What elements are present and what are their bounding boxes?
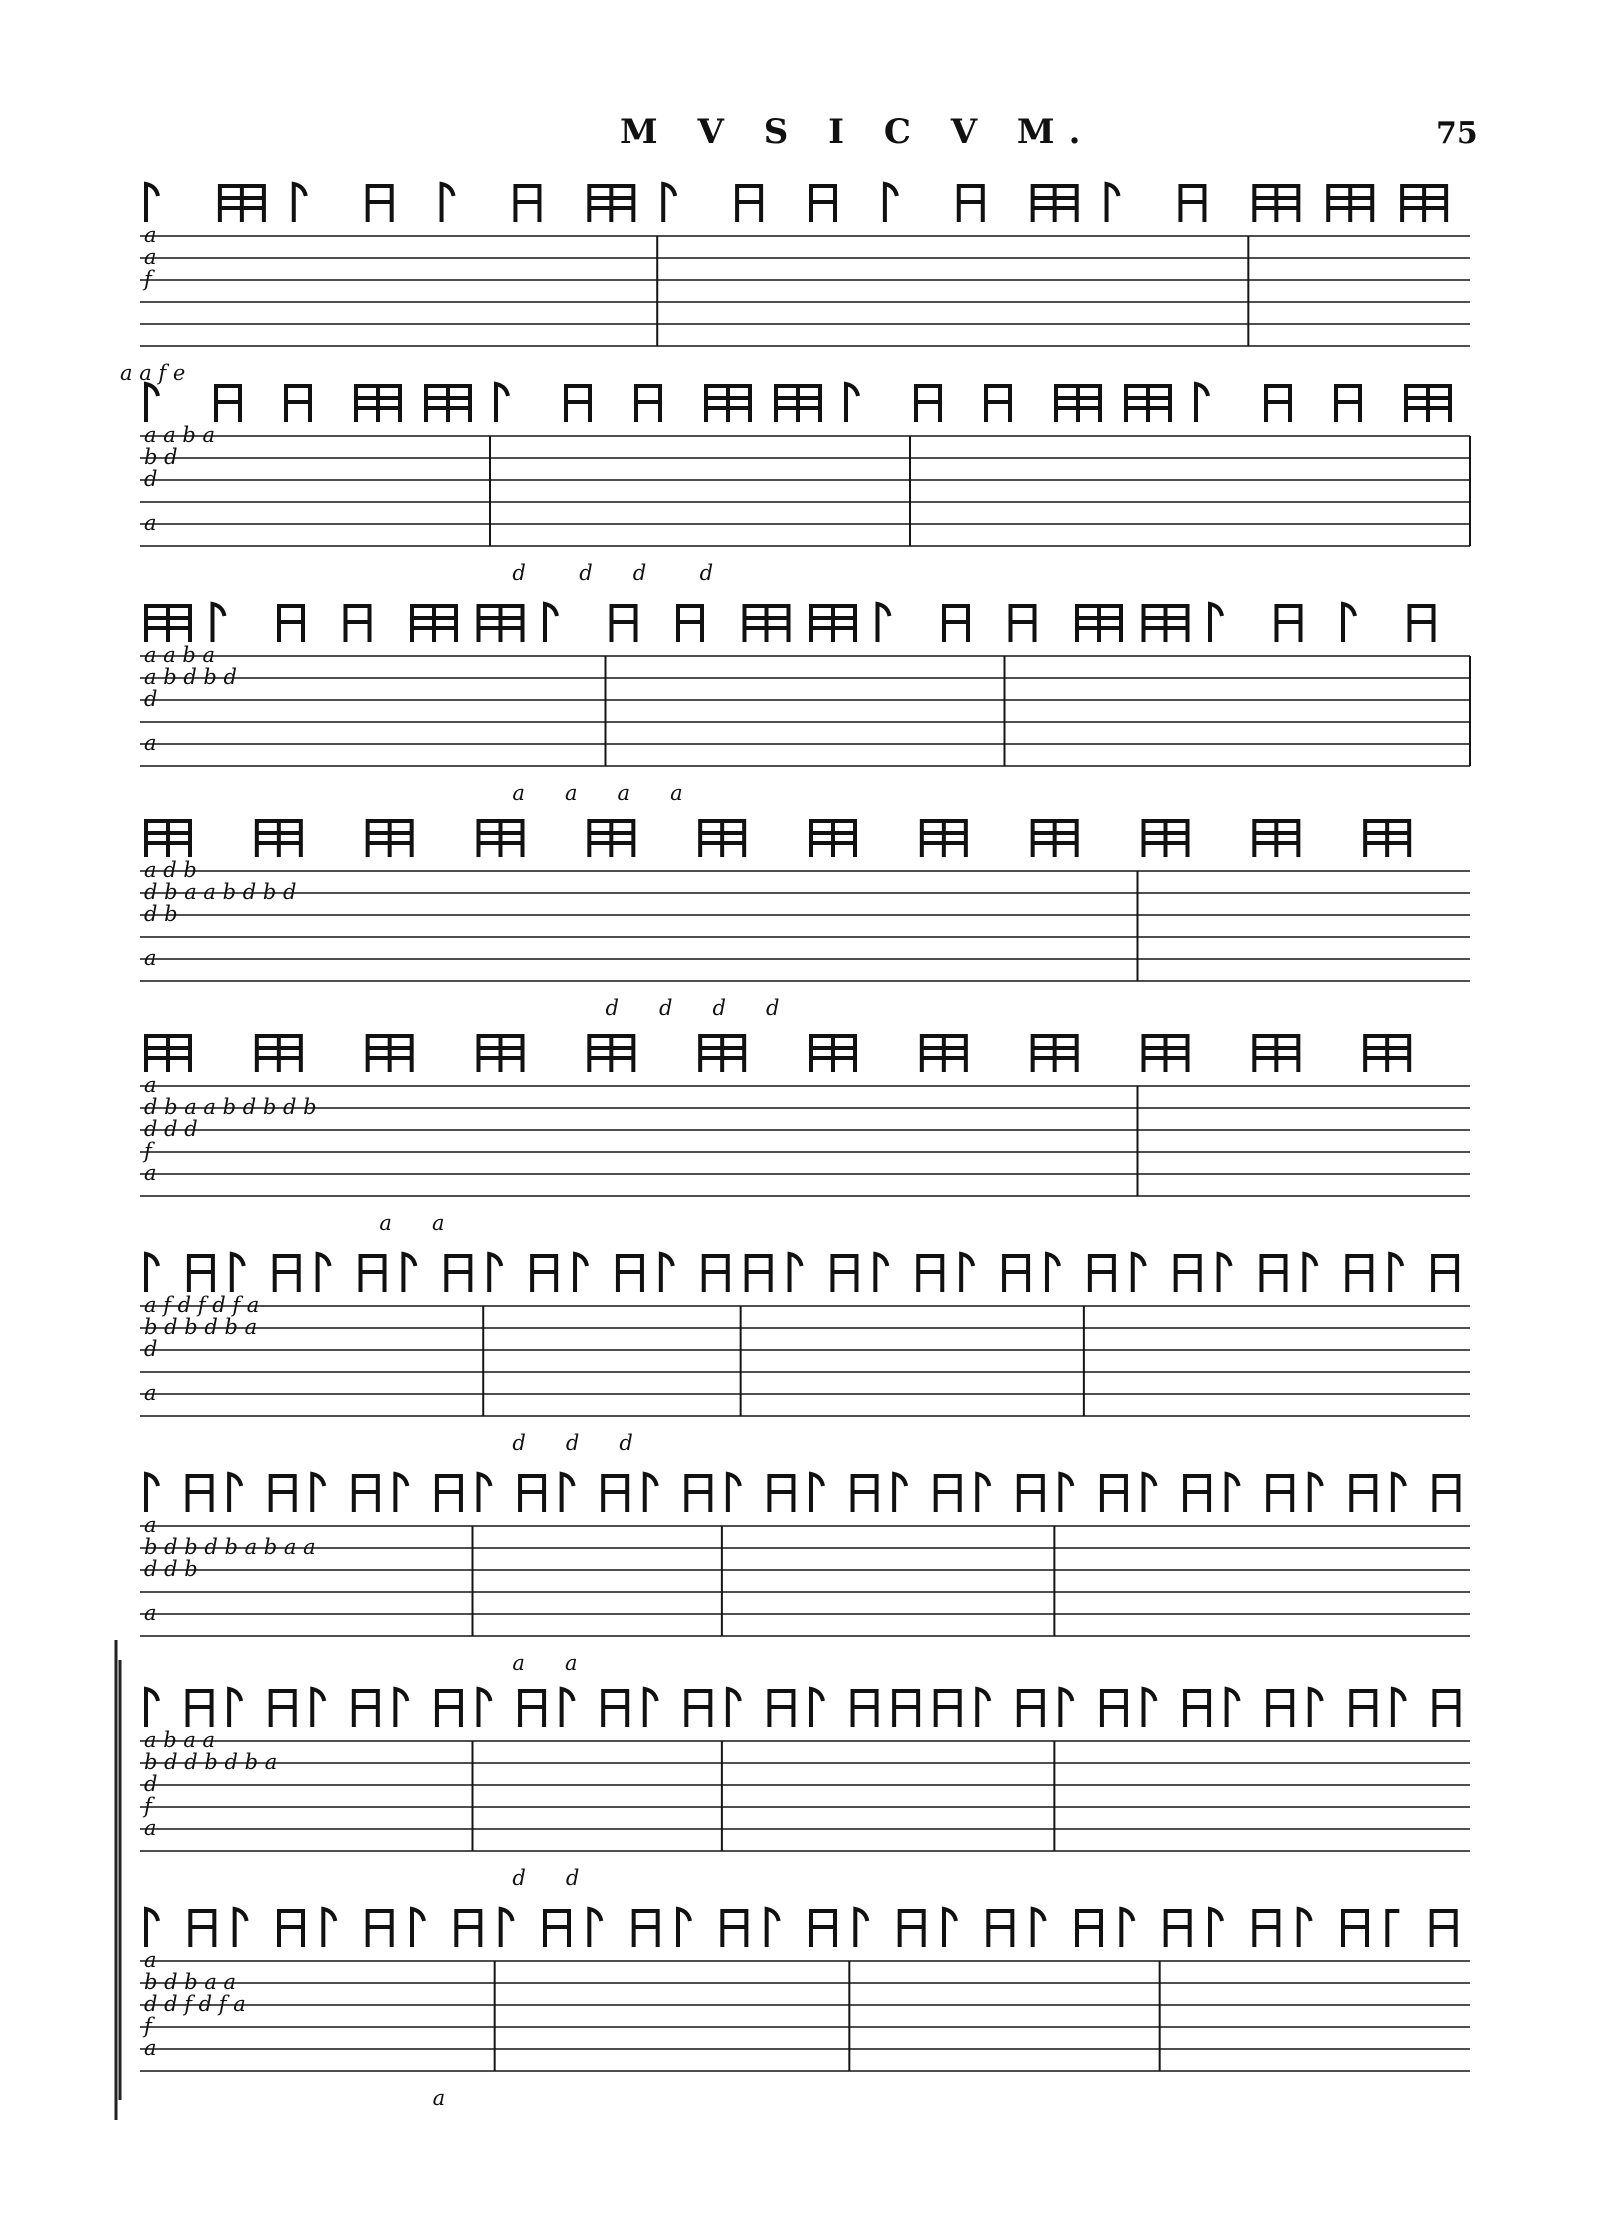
- rhythm-flag: [728, 1689, 740, 1727]
- rhythm-flag: [294, 184, 306, 222]
- tab-letters: a: [144, 1381, 157, 1405]
- rhythm-flag: [722, 1911, 746, 1947]
- rhythm-flag: [318, 1254, 330, 1292]
- staff-svg: [0, 1250, 1600, 1455]
- rhythm-flag: [1107, 184, 1119, 222]
- rhythm-flag: [811, 186, 835, 222]
- rhythm-flag: [728, 1474, 740, 1512]
- rhythm-flag: [1343, 604, 1355, 642]
- rhythm-flag: [618, 1256, 642, 1292]
- tab-letters: d: [144, 687, 158, 711]
- rhythm-flag: [747, 1256, 771, 1292]
- page-title: M V S I C V M.: [620, 112, 1095, 152]
- rhythm-flag: [575, 1254, 587, 1292]
- bass-letters: a: [432, 2086, 446, 2110]
- rhythm-flag: [1004, 1256, 1028, 1292]
- rhythm-flag: [532, 1256, 556, 1292]
- rhythm-flag: [189, 1256, 213, 1292]
- tablature-system: [0, 1470, 1600, 1675]
- tab-letters: b d b d b a: [144, 1315, 258, 1339]
- tablature-system: [0, 1905, 1600, 2110]
- rhythm-flag: [146, 384, 158, 422]
- rhythm-flag: [1365, 1036, 1409, 1072]
- rhythm-flag: [936, 1476, 960, 1512]
- rhythm-flag: [977, 1474, 989, 1512]
- tablature-system: [0, 180, 1600, 385]
- rhythm-flag: [1365, 821, 1409, 857]
- rhythm-flag: [589, 186, 633, 222]
- rhythm-flag: [479, 1474, 491, 1512]
- rhythm-flag: [446, 1256, 470, 1292]
- rhythm-flag: [811, 606, 855, 642]
- tablature-system: [0, 600, 1600, 805]
- rhythm-flag: [146, 821, 190, 857]
- rhythm-flag: [1393, 1474, 1405, 1512]
- rhythm-flag: [312, 1474, 324, 1512]
- rhythm-flag: [356, 386, 400, 422]
- rhythm-flag: [1268, 1691, 1292, 1727]
- tab-letters: a: [144, 511, 157, 535]
- rhythm-flag: [275, 1256, 299, 1292]
- rhythm-flag: [1033, 821, 1077, 857]
- rhythm-flag: [1185, 1691, 1209, 1727]
- rhythm-flag: [346, 606, 370, 642]
- rhythm-flag: [944, 1909, 956, 1947]
- rhythm-flag: [1019, 1691, 1043, 1727]
- rhythm-flag: [1210, 604, 1222, 642]
- bass-letters: a a: [379, 1211, 445, 1235]
- rhythm-flag: [663, 184, 675, 222]
- rhythm-flag: [1077, 606, 1121, 642]
- rhythm-flag: [1060, 1474, 1072, 1512]
- rhythm-flag: [589, 821, 633, 857]
- rhythm-flag: [1433, 1256, 1457, 1292]
- rhythm-flag: [1277, 606, 1301, 642]
- rhythm-flag: [661, 1254, 673, 1292]
- rhythm-flag: [1219, 1254, 1231, 1292]
- rhythm-flag: [146, 606, 190, 642]
- rhythm-flag: [589, 1036, 633, 1072]
- rhythm-flag: [1402, 186, 1446, 222]
- tab-letters: a b d b d: [144, 665, 237, 689]
- rhythm-flag: [501, 1909, 513, 1947]
- rhythm-flag: [1210, 1909, 1222, 1947]
- tab-letters: a: [144, 1073, 157, 1097]
- tab-letters: a: [144, 1816, 157, 1840]
- rhythm-flag: [853, 1691, 877, 1727]
- rhythm-flag: [1176, 1256, 1200, 1292]
- rhythm-flag: [437, 1476, 461, 1512]
- rhythm-flag: [678, 1909, 690, 1947]
- bass-letters: a a a a: [512, 781, 683, 805]
- rhythm-flag: [213, 604, 225, 642]
- rhythm-flag: [634, 1911, 658, 1947]
- rhythm-flag: [986, 386, 1010, 422]
- page-number: 75: [1436, 116, 1478, 151]
- rhythm-flag: [361, 1256, 385, 1292]
- rhythm-flag: [900, 1911, 924, 1947]
- rhythm-flag: [811, 1036, 855, 1072]
- rhythm-flag: [368, 186, 392, 222]
- rhythm-flag: [235, 1909, 247, 1947]
- rhythm-flag: [479, 1689, 491, 1727]
- tablature-system: [0, 1030, 1600, 1235]
- rhythm-flag: [944, 606, 968, 642]
- rhythm-flag: [1347, 1256, 1371, 1292]
- rhythm-flag: [811, 1474, 823, 1512]
- rhythm-flag: [1434, 1691, 1458, 1727]
- rhythm-flag: [1266, 386, 1290, 422]
- rhythm-flag: [271, 1691, 295, 1727]
- rhythm-flag: [562, 1474, 574, 1512]
- tab-letters: d d b: [144, 1557, 198, 1581]
- rhythm-flag: [745, 606, 789, 642]
- tablature-system: [0, 1685, 1600, 1890]
- rhythm-flag: [1056, 386, 1100, 422]
- bass-letters: d d: [512, 1866, 580, 1890]
- rhythm-flag: [1406, 386, 1450, 422]
- rhythm-flag: [1351, 1476, 1375, 1512]
- rhythm-flag: [1102, 1476, 1126, 1512]
- rhythm-flag: [1144, 1474, 1156, 1512]
- rhythm-flag: [188, 1691, 212, 1727]
- tab-letters: b d b d b a b a a: [144, 1535, 316, 1559]
- tab-letters: f: [144, 1794, 152, 1818]
- rhythm-flag: [737, 186, 761, 222]
- rhythm-flag: [885, 184, 897, 222]
- rhythm-flag: [846, 384, 858, 422]
- rhythm-flag: [1227, 1474, 1239, 1512]
- rhythm-flag: [146, 1474, 158, 1512]
- rhythm-flag: [496, 384, 508, 422]
- rhythm-flag: [1310, 1474, 1322, 1512]
- bass-letters: d d d d: [512, 561, 714, 585]
- rhythm-flag: [190, 1911, 214, 1947]
- rhythm-flag: [855, 1909, 867, 1947]
- rhythm-flag: [279, 606, 303, 642]
- rhythm-flag: [1390, 1254, 1402, 1292]
- rhythm-flag: [323, 1909, 335, 1947]
- rhythm-flag: [1144, 1036, 1188, 1072]
- rhythm-flag: [1121, 1909, 1133, 1947]
- rhythm-flag: [1336, 386, 1360, 422]
- rhythm-flag: [1393, 1689, 1405, 1727]
- rhythm-flag: [354, 1476, 378, 1512]
- staff-svg: [0, 1470, 1600, 1675]
- rhythm-flag: [286, 386, 310, 422]
- rhythm-flag: [146, 1909, 158, 1947]
- bass-letters: d d d d: [605, 996, 780, 1020]
- tab-letters: d b a a b d b d: [144, 880, 297, 904]
- rhythm-flag: [1387, 1911, 1399, 1947]
- tab-letters: a a b a: [144, 423, 216, 447]
- rhythm-flag: [1254, 821, 1298, 857]
- rhythm-flag: [645, 1689, 657, 1727]
- rhythm-flag: [354, 1691, 378, 1727]
- rhythm-flag: [1310, 1689, 1322, 1727]
- rhythm-flag: [1254, 186, 1298, 222]
- rhythm-flag: [916, 386, 940, 422]
- rhythm-flag: [479, 821, 523, 857]
- rhythm-flag: [412, 1909, 424, 1947]
- tab-letters: a: [144, 731, 157, 755]
- rhythm-flag: [368, 1911, 392, 1947]
- rhythm-flag: [1126, 386, 1170, 422]
- rhythm-flag: [395, 1689, 407, 1727]
- rhythm-flag: [700, 821, 744, 857]
- rhythm-flag: [232, 1254, 244, 1292]
- rhythm-flag: [479, 1036, 523, 1072]
- rhythm-flag: [1268, 1476, 1292, 1512]
- rhythm-flag: [1185, 1476, 1209, 1512]
- rhythm-flag: [704, 1256, 728, 1292]
- rhythm-flag: [1254, 1911, 1278, 1947]
- staff-svg: [0, 1030, 1600, 1235]
- rhythm-flag: [603, 1476, 627, 1512]
- tab-letters: a: [144, 2036, 157, 2060]
- rhythm-flag: [403, 1254, 415, 1292]
- rhythm-flag: [790, 1254, 802, 1292]
- rhythm-flag: [811, 1689, 823, 1727]
- rhythm-flag: [1343, 1911, 1367, 1947]
- rhythm-flag: [1133, 1254, 1145, 1292]
- rhythm-flag: [1304, 1254, 1316, 1292]
- rhythm-flag: [706, 386, 750, 422]
- rhythm-flag: [776, 386, 820, 422]
- tab-letters: b d b a a: [144, 1970, 237, 1994]
- tab-letters: a d b: [144, 858, 197, 882]
- tab-letters: a: [144, 1161, 157, 1185]
- tab-letters: a: [144, 1601, 157, 1625]
- rhythm-flag: [1166, 1911, 1190, 1947]
- rhythm-flag: [1033, 186, 1077, 222]
- tab-letters: d: [144, 1337, 158, 1361]
- rhythm-flag: [1254, 1036, 1298, 1072]
- rhythm-flag: [894, 1691, 918, 1727]
- rhythm-flag: [1261, 1256, 1285, 1292]
- rhythm-flag: [1434, 1476, 1458, 1512]
- rhythm-flag: [875, 1254, 887, 1292]
- rhythm-flag: [918, 1256, 942, 1292]
- rhythm-flag: [1033, 1909, 1045, 1947]
- rhythm-flag: [769, 1691, 793, 1727]
- rhythm-flag: [545, 1911, 569, 1947]
- rhythm-flag: [146, 184, 158, 222]
- rhythm-flag: [922, 821, 966, 857]
- rhythm-flag: [1351, 1691, 1375, 1727]
- tablature-system: [0, 380, 1600, 585]
- staff-svg: [0, 1685, 1600, 1890]
- rhythm-flag: [1328, 186, 1372, 222]
- rhythm-flag: [437, 1691, 461, 1727]
- rhythm-flag: [545, 604, 557, 642]
- rhythm-flag: [412, 606, 456, 642]
- staff-svg: [0, 180, 1600, 385]
- rhythm-flag: [479, 606, 523, 642]
- rhythm-flag: [959, 186, 983, 222]
- rhythm-flag: [832, 1256, 856, 1292]
- rhythm-flag: [961, 1254, 973, 1292]
- tab-letters: f: [144, 1139, 152, 1163]
- rhythm-flag: [216, 386, 240, 422]
- rhythm-flag: [767, 1909, 779, 1947]
- rhythm-flag: [229, 1474, 241, 1512]
- bass-letters: d d d: [512, 1431, 633, 1455]
- rhythm-flag: [1180, 186, 1204, 222]
- rhythm-flag: [1047, 1254, 1059, 1292]
- rhythm-flag: [686, 1691, 710, 1727]
- rhythm-flag: [700, 1036, 744, 1072]
- rhythm-flag: [1432, 1911, 1456, 1947]
- rhythm-flag: [146, 1689, 158, 1727]
- rhythm-flag: [894, 1474, 906, 1512]
- rhythm-flag: [1090, 1256, 1114, 1292]
- tablature-system: [0, 1250, 1600, 1455]
- rhythm-flag: [811, 821, 855, 857]
- rhythm-flag: [368, 1036, 412, 1072]
- tab-letters: d d f d f a: [144, 1992, 246, 2016]
- rhythm-flag: [257, 1036, 301, 1072]
- rhythm-flag: [1019, 1476, 1043, 1512]
- rhythm-flag: [395, 1474, 407, 1512]
- rhythm-flag: [769, 1476, 793, 1512]
- tab-letters: a: [144, 946, 157, 970]
- tab-letters: a b a a: [144, 1728, 216, 1752]
- rhythm-flag: [562, 1689, 574, 1727]
- rhythm-flag: [977, 1689, 989, 1727]
- rhythm-flag: [1144, 1689, 1156, 1727]
- rhythm-flag: [1102, 1691, 1126, 1727]
- bass-letters: a a: [512, 1651, 578, 1675]
- rhythm-flag: [279, 1911, 303, 1947]
- tab-letters: a: [144, 1948, 157, 1972]
- rhythm-flag: [1011, 606, 1035, 642]
- staff-svg: [0, 815, 1600, 1020]
- rhythm-flag: [456, 1911, 480, 1947]
- rhythm-flag: [589, 1909, 601, 1947]
- staff-svg: [0, 1905, 1600, 2110]
- rhythm-flag: [603, 1691, 627, 1727]
- tab-letters: a: [144, 1513, 157, 1537]
- tab-letters: d b: [144, 902, 178, 926]
- tab-letters: b d d b d b a: [144, 1750, 278, 1774]
- rhythm-flag: [271, 1476, 295, 1512]
- rhythm-flag: [853, 1476, 877, 1512]
- rhythm-flag: [229, 1689, 241, 1727]
- rhythm-flag: [988, 1911, 1012, 1947]
- tab-letters: d b a a b d b d b: [144, 1095, 317, 1119]
- rhythm-flag: [489, 1254, 501, 1292]
- bass-letters: a a f e: [120, 361, 186, 385]
- rhythm-flag: [257, 821, 301, 857]
- rhythm-flag: [220, 186, 264, 222]
- rhythm-flag: [645, 1474, 657, 1512]
- rhythm-flag: [442, 184, 454, 222]
- rhythm-flag: [678, 606, 702, 642]
- rhythm-flag: [1033, 1036, 1077, 1072]
- tab-letters: d: [144, 1772, 158, 1796]
- rhythm-flag: [312, 1689, 324, 1727]
- rhythm-flag: [515, 186, 539, 222]
- rhythm-flag: [922, 1036, 966, 1072]
- rhythm-flag: [1410, 606, 1434, 642]
- tab-letters: f: [144, 267, 152, 291]
- staff-svg: [0, 600, 1600, 805]
- rhythm-flag: [1196, 384, 1208, 422]
- rhythm-flag: [520, 1691, 544, 1727]
- rhythm-flag: [520, 1476, 544, 1512]
- rhythm-flag: [1144, 606, 1188, 642]
- rhythm-flag: [612, 606, 636, 642]
- rhythm-flag: [1144, 821, 1188, 857]
- rhythm-flag: [936, 1691, 960, 1727]
- rhythm-flag: [566, 386, 590, 422]
- rhythm-flag: [1299, 1909, 1311, 1947]
- rhythm-flag: [878, 604, 890, 642]
- rhythm-flag: [1227, 1689, 1239, 1727]
- rhythm-flag: [686, 1476, 710, 1512]
- rhythm-flag: [146, 1254, 158, 1292]
- binding-edge: [112, 1640, 122, 2120]
- rhythm-flag: [1060, 1689, 1072, 1727]
- rhythm-flag: [188, 1476, 212, 1512]
- tab-letters: a a b a: [144, 643, 216, 667]
- rhythm-flag: [146, 1036, 190, 1072]
- tab-letters: d: [144, 467, 158, 491]
- rhythm-flag: [1077, 1911, 1101, 1947]
- tab-letters: a: [144, 223, 157, 247]
- tab-letters: f: [144, 2014, 152, 2038]
- rhythm-flag: [811, 1911, 835, 1947]
- rhythm-flag: [636, 386, 660, 422]
- tab-letters: b d: [144, 445, 178, 469]
- rhythm-flag: [426, 386, 470, 422]
- rhythm-flag: [368, 821, 412, 857]
- tablature-system: [0, 815, 1600, 1020]
- tab-letters: a f d f d f a: [144, 1293, 260, 1317]
- tab-letters: a: [144, 245, 157, 269]
- tab-letters: d d d: [144, 1117, 198, 1141]
- staff-svg: [0, 380, 1600, 585]
